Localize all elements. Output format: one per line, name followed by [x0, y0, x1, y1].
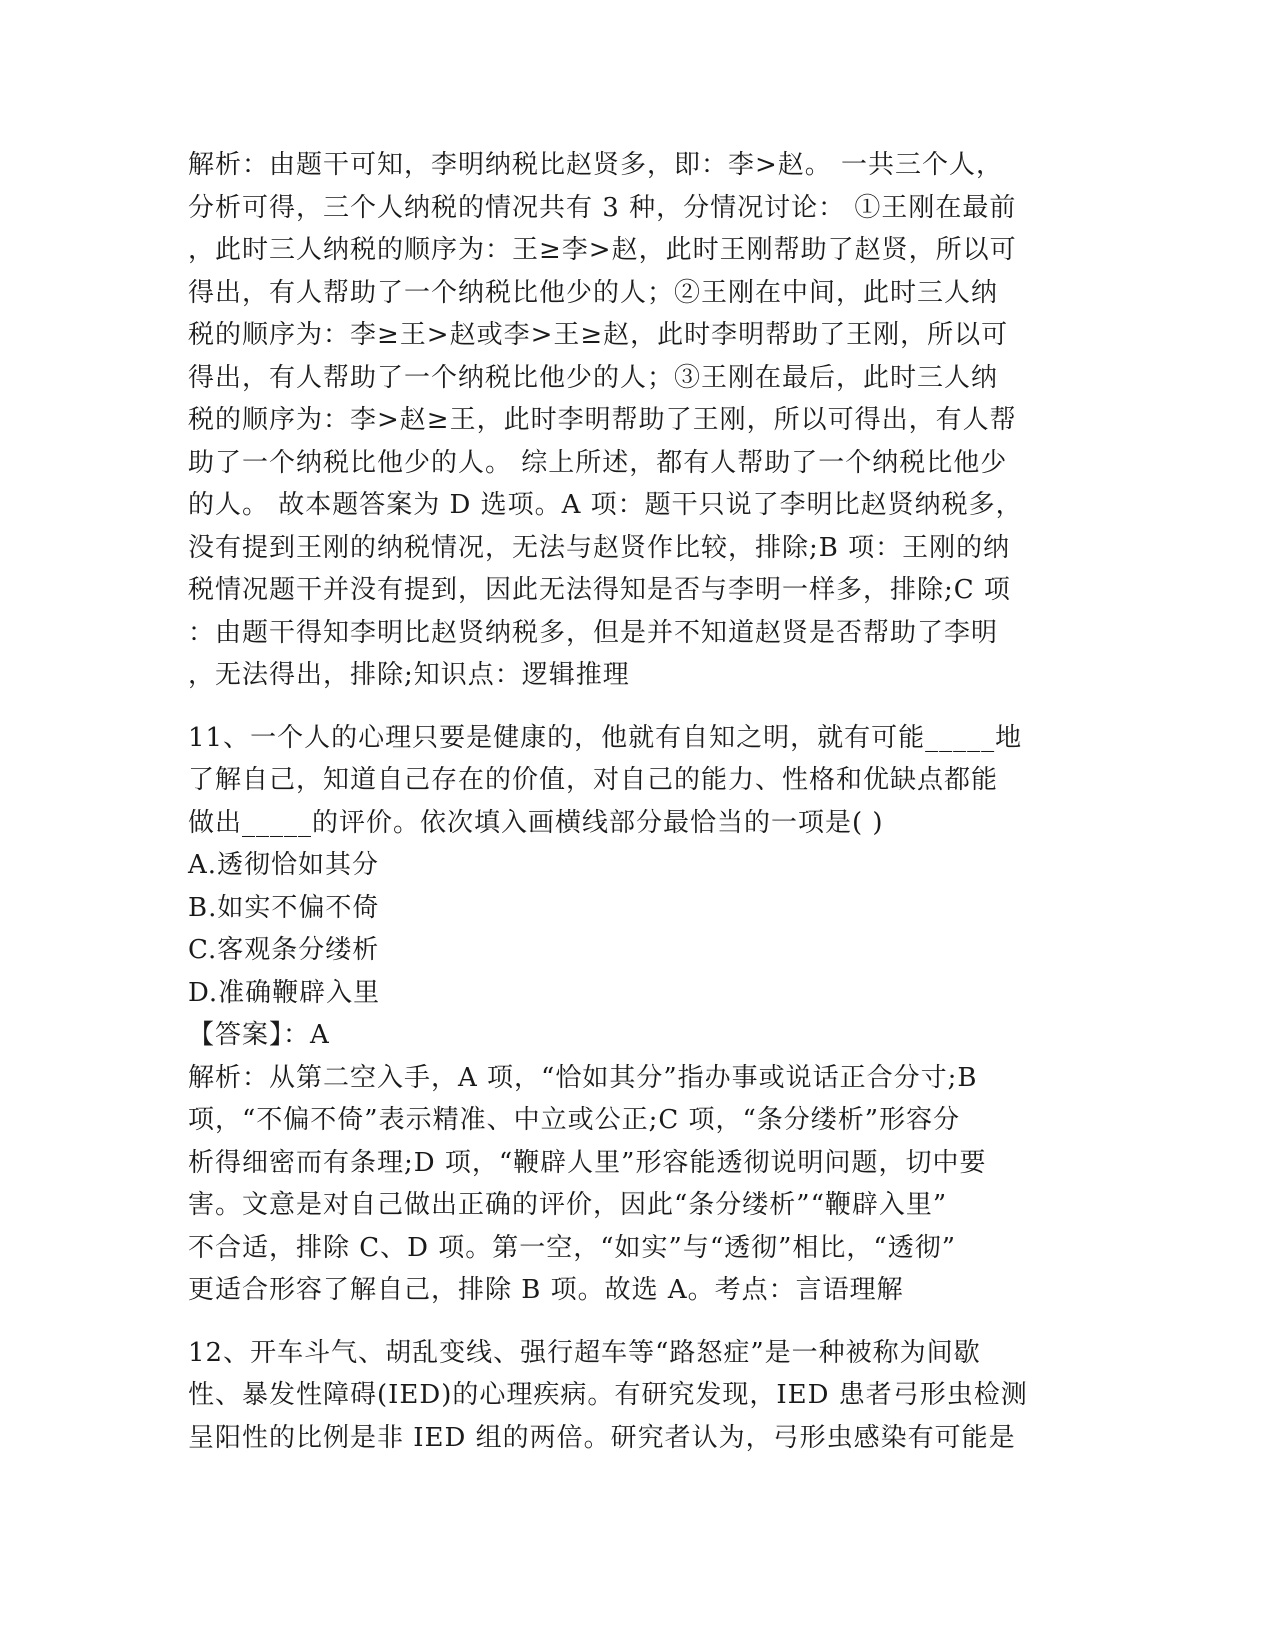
analysis-line: 解析：由题干可知，李明纳税比赵贤多，即：李>赵。 一共三个人， [188, 150, 1004, 180]
analysis-line: ：由题干得知李明比赵贤纳税多，但是并不知道赵贤是否帮助了李明 [188, 617, 999, 648]
question-line: 了解自己，知道自己存在的价值，对自己的能力、性格和优缺点都能 [188, 765, 999, 795]
analysis-line: 的人。 故本题答案为 D 选项。A 项：题干只说了李明比赵贤纳税多， [188, 490, 1023, 520]
analysis-line: 税的顺序为：李>赵≥王，此时李明帮助了王刚，所以可得出，有人帮 [188, 405, 1017, 435]
analysis-line: 得出，有人帮助了一个纳税比他少的人；②王刚在中间，此时三人纳 [188, 277, 999, 308]
analysis-line: 害。文意是对自己做出正确的评价，因此“条分缕析”“鞭辟入里” [188, 1190, 948, 1220]
question-line: 12、开车斗气、胡乱变线、强行超车等“路怒症”是一种被称为间歇 [188, 1337, 981, 1368]
question-line: 11、一个人的心理只要是健康的，他就有自知之明，就有可能_____地 [188, 722, 1023, 753]
paragraph-gap [188, 1312, 1068, 1332]
question-12 [188, 1332, 1068, 1460]
analysis-line: ，无法得出，排除;知识点：逻辑推理 [188, 660, 630, 690]
analysis-line: 税的顺序为：李≥王>赵或李>王≥赵，此时李明帮助了王刚，所以可 [188, 320, 1009, 350]
question-line: 做出_____的评价。依次填入画横线部分最恰当的一项是( ) [188, 807, 884, 838]
analysis-line: 助了一个纳税比他少的人。 综上所述，都有人帮助了一个纳税比他少 [188, 447, 1008, 478]
analysis-line: ，此时三人纳税的顺序为：王≥李>赵，此时王刚帮助了赵贤，所以可 [188, 235, 1017, 265]
analysis-line: 没有提到王刚的纳税情况，无法与赵贤作比较，排除;B 项：王刚的纳 [188, 532, 1011, 563]
option-a: A.透彻恰如其分 [188, 850, 380, 880]
document-page [188, 144, 1068, 1459]
analysis-line: 分析可得，三个人纳税的情况共有 3 种，分情况讨论： ①王刚在最前 [188, 192, 1017, 223]
option-b: B.如实不偏不倚 [188, 892, 380, 923]
question-line: 性、暴发性障碍(IED)的心理疾病。有研究发现，IED 患者弓形虫检测 [188, 1380, 1028, 1410]
analysis-line: 更适合形容了解自己，排除 B 项。故选 A。考点：言语理解 [188, 1275, 904, 1305]
option-d: D.准确鞭辟入里 [188, 977, 381, 1008]
analysis-line: 析得细密而有条理;D 项，“鞭辟人里”形容能透彻说明问题，切中要 [188, 1147, 987, 1178]
question-11 [188, 717, 1068, 1312]
q10-analysis [188, 144, 1068, 697]
question-line: 呈阳性的比例是非 IED 组的两倍。研究者认为，弓形虫感染有可能是 [188, 1422, 1016, 1453]
analysis-line: 不合适，排除 C、D 项。第一空，“如实”与“透彻”相比，“透彻” [188, 1232, 957, 1263]
analysis-line: 税情况题干并没有提到，因此无法得知是否与李明一样多，排除;C 项 [188, 575, 1011, 605]
analysis-line: 得出，有人帮助了一个纳税比他少的人；③王刚在最后，此时三人纳 [188, 362, 999, 393]
option-c: C.客观条分缕析 [188, 935, 380, 965]
analysis-line: 解析：从第二空入手，A 项，“恰如其分”指办事或说话正合分寸;B [188, 1062, 978, 1093]
analysis-line: 项，“不偏不倚”表示精准、中立或公正;C 项，“条分缕析”形容分 [188, 1105, 961, 1135]
answer-label: 【答案】：A [188, 1020, 330, 1050]
paragraph-gap [188, 697, 1068, 717]
